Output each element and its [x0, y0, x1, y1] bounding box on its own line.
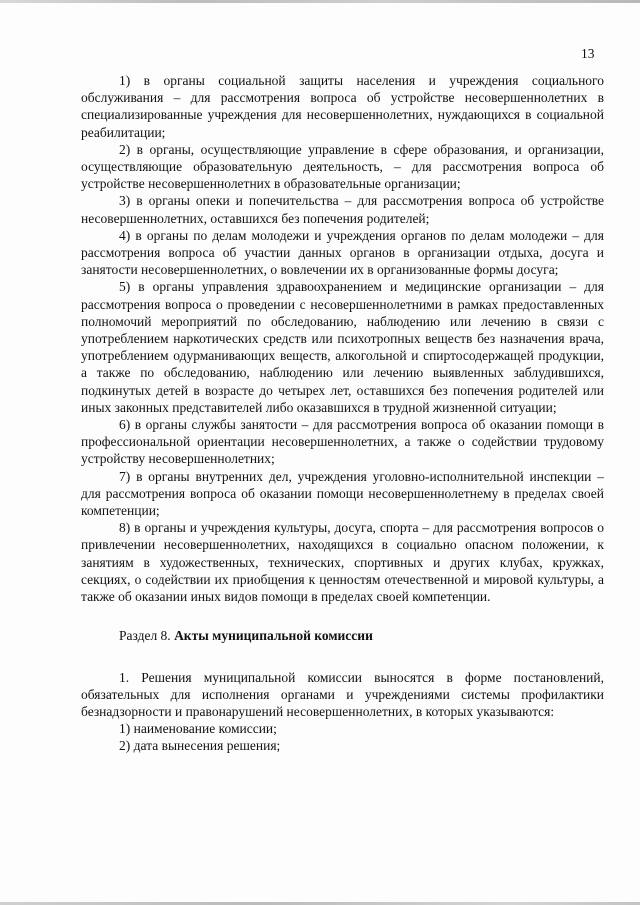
- paragraph-commission-name: 1) наименование комиссии;: [119, 721, 277, 737]
- list-item-1: 1) в органы социальной защиты населения и учреждения социального обслуживания – для рассмотрения вопроса об устройстве несовершеннолетних в специализированные учреждения для несовершеннолетних, нуждающихся в социальной реабилитации;: [81, 73, 604, 140]
- section-heading: [81, 627, 604, 644]
- list-item-5: 5) в органы управления здравоохранением и медицинские организации – для рассмотрения вопроса о проведении с несовершеннолетними в рамках предоставленных полномочий мероприятий по обследованию, наблюдению или лечению в связи с употреблением наркотических средств или психотропных веществ без назначения врача, употреблением одурманивающих веществ, алкогольной и спиртосодержащей продукции, а также по обследованию, наблюдению или лечению выявленных заблудившихся, подкинутых детей в возрасте до четырех лет, оставшихся без попечения родителей или иных законных представителей либо оказавшихся в трудной жизненной ситуации;: [81, 279, 604, 415]
- list-item-3: 3) в органы опеки и попечительства – для рассмотрения вопроса об устройстве несовершеннолетних, оставшихся без попечения родителей;: [81, 193, 604, 226]
- list-item-6: 6) в органы службы занятости – для рассмотрения вопроса об оказании помощи в профессиональной ориентации несовершеннолетних, а также о содействии трудовому устройству несовершеннолетних;: [81, 417, 604, 467]
- list-item-8: 8) в органы и учреждения культуры, досуга, спорта – для рассмотрения вопросов о привлечении несовершеннолетних, находящихся в социально опасном положении, к занятиям в художественных, технических, спортивных и других клубах, кружках, секциях, о содействии их приобщения к ценностям отечественной и мировой культуры, а также об оказании иных видов помощи в пределах своей компетенции.: [81, 520, 604, 605]
- scan-edge-top: [0, 0, 640, 3]
- list-item-7: 7) в органы внутренних дел, учреждения уголовно-исполнительной инспекции – для рассмотрения вопроса об оказании помощи несовершеннолетнему в пределах своей компетенции;: [81, 468, 604, 519]
- page-number: 13: [581, 46, 595, 61]
- section-prefix: Раздел 8.: [119, 628, 171, 644]
- list-item-2: 2) в органы, осуществляющие управление в сфере образования, и организации, осуществляющие образовательную деятельность, – для рассмотрения вопроса об устройстве несовершеннолетних в образовательные организации;: [81, 141, 604, 192]
- list-item-4: 4) в органы по делам молодежи и учреждения органов по делам молодежи – для рассмотрения вопроса об участии данных органов в организации отдыха, досуга и занятости несовершеннолетних, о вовлечении их в организованные формы досуга;: [81, 227, 604, 278]
- document-body: [81, 72, 604, 755]
- paragraph-decisions: 1. Решения муниципальной комиссии выносятся в форме постановлений, обязательных для исполнения органами и учреждениями системы профилактики безнадзорности и правонарушений несовершеннолетних, в которых указываются:: [81, 669, 604, 719]
- section-title: Акты муниципальной комиссии: [174, 628, 373, 644]
- paragraph-decision-date: 2) дата вынесения решения;: [119, 738, 281, 754]
